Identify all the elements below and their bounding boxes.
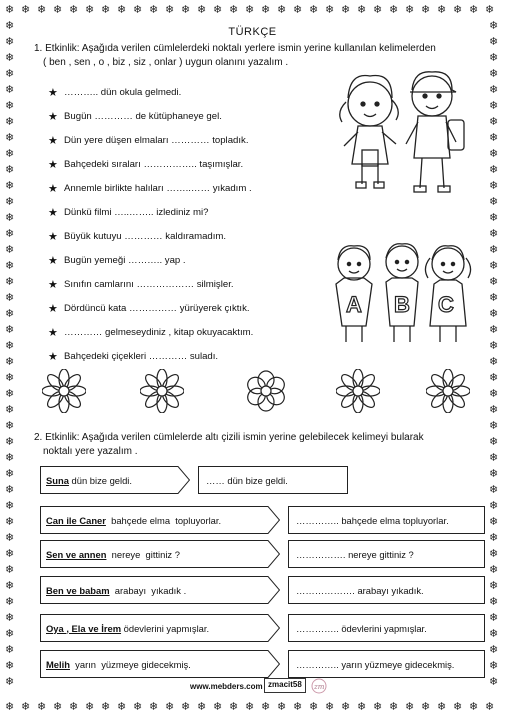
snowflake-icon: ❄ [5, 164, 15, 176]
snowflake-icon: ❄ [213, 4, 223, 16]
star-icon: ★ [48, 135, 58, 147]
sentence-arrow-box [40, 540, 280, 568]
snowflake-icon: ❄ [489, 628, 499, 640]
activity2-line2: noktalı yere yazalım . [43, 446, 138, 457]
sentence-item [48, 302, 250, 315]
snowflake-icon: ❄ [5, 516, 15, 528]
snowflake-icon: ❄ [165, 701, 175, 713]
snowflake-icon: ❄ [21, 4, 31, 16]
sentence-item [48, 158, 243, 171]
sentence-item [48, 278, 234, 291]
star-icon: ★ [48, 207, 58, 219]
sentence-arrow-box [40, 466, 190, 494]
snowflake-icon: ❄ [277, 4, 287, 16]
snowflake-icon: ❄ [117, 701, 127, 713]
answer-text: …… dün bize geldi. [206, 474, 288, 486]
svg-text:B: B [394, 292, 410, 317]
snowflake-icon: ❄ [261, 701, 271, 713]
snowflake-icon: ❄ [5, 4, 15, 16]
snowflake-icon: ❄ [489, 212, 499, 224]
sentence-rest: nereye gittiniz ? [106, 548, 180, 560]
exercise-row [40, 576, 485, 604]
sentence-text: ……….. dün okula gelmedi. [64, 87, 182, 98]
snowflake-icon: ❄ [489, 228, 499, 240]
snowflake-icon: ❄ [5, 324, 15, 336]
snowflake-icon: ❄ [5, 212, 15, 224]
snowflake-icon: ❄ [5, 532, 15, 544]
snowflake-icon: ❄ [5, 244, 15, 256]
snowflake-icon: ❄ [5, 180, 15, 192]
snowflake-icon: ❄ [5, 388, 15, 400]
snowflake-icon: ❄ [149, 701, 159, 713]
svg-text:zm: zm [314, 683, 325, 691]
star-icon: ★ [48, 183, 58, 195]
underlined-name: Sen ve annen [46, 548, 107, 560]
snowflake-icon: ❄ [389, 701, 399, 713]
snowflake-icon: ❄ [5, 20, 15, 32]
sentence-rest: ödevlerini yapmışlar. [121, 622, 210, 634]
snowflake-icon: ❄ [469, 701, 479, 713]
sentence-item [48, 230, 226, 243]
snowflake-icon: ❄ [421, 4, 431, 16]
children-abc-illustration [326, 238, 476, 348]
snowflake-icon: ❄ [5, 644, 15, 656]
activity2-instruction [34, 431, 484, 459]
snowflake-icon: ❄ [489, 116, 499, 128]
snowflake-icon: ❄ [357, 4, 367, 16]
footer-site: www.mebders.com [190, 682, 263, 691]
answer-text: ………….. ödevlerini yapmışlar. [296, 622, 427, 634]
snowflake-icon: ❄ [489, 436, 499, 448]
given-sentence [46, 650, 191, 678]
star-icon: ★ [48, 351, 58, 363]
sentence-item [48, 182, 252, 195]
snowflake-icon: ❄ [489, 180, 499, 192]
logo-icon [310, 678, 328, 694]
snowflake-icon: ❄ [5, 701, 15, 713]
snowflake-icon: ❄ [309, 701, 319, 713]
snowflake-icon: ❄ [197, 701, 207, 713]
star-icon: ★ [48, 111, 58, 123]
snowflake-icon: ❄ [165, 4, 175, 16]
snowflake-icon: ❄ [21, 701, 31, 713]
answer-text: ………….. yarın yüzmeye gidecekmiş. [296, 658, 455, 670]
snowflake-icon: ❄ [181, 4, 191, 16]
snowflake-icon: ❄ [69, 4, 79, 16]
exercise-row [40, 506, 485, 534]
snowflake-icon: ❄ [5, 372, 15, 384]
snowflake-icon: ❄ [245, 701, 255, 713]
flower-icon [244, 369, 288, 413]
sentence-arrow-box [40, 650, 280, 678]
snowflake-icon: ❄ [5, 84, 15, 96]
answer-box[interactable] [288, 506, 485, 534]
sentence-rest: yarın yüzmeye gidecekmiş. [69, 658, 191, 670]
sentence-text: Dün yere düşen elmaları ………… topladık. [64, 135, 249, 146]
snowflake-icon: ❄ [5, 292, 15, 304]
answer-box[interactable] [198, 466, 348, 494]
sentence-text: Büyük kutuyu ………… kaldıramadım. [64, 231, 227, 242]
snowflake-icon: ❄ [489, 500, 499, 512]
snowflake-icon: ❄ [357, 701, 367, 713]
snowflake-icon: ❄ [5, 52, 15, 64]
snowflake-icon: ❄ [421, 701, 431, 713]
underlined-name: Can ile Caner [46, 514, 106, 526]
snowflake-icon: ❄ [5, 660, 15, 672]
snowflake-icon: ❄ [489, 372, 499, 384]
activity1-line2: ( ben , sen , o , biz , siz , onlar ) uygun olanını yazalım . [43, 57, 289, 68]
snowflake-icon: ❄ [5, 356, 15, 368]
snowflake-icon: ❄ [101, 4, 111, 16]
snowflake-icon: ❄ [5, 36, 15, 48]
snowflake-icon: ❄ [133, 4, 143, 16]
sentence-text: Sınıfın camlarını ……………… silmişler. [64, 279, 234, 290]
snowflake-icon: ❄ [133, 701, 143, 713]
snowflake-icon: ❄ [213, 701, 223, 713]
snowflake-icon: ❄ [5, 484, 15, 496]
sentence-arrow-box [40, 614, 280, 642]
snowflake-icon: ❄ [469, 4, 479, 16]
snowflake-icon: ❄ [489, 260, 499, 272]
snowflake-icon: ❄ [53, 701, 63, 713]
sentence-item [48, 206, 208, 219]
snowflake-icon: ❄ [149, 4, 159, 16]
snowflake-icon: ❄ [53, 4, 63, 16]
star-icon: ★ [48, 159, 58, 171]
sentence-text: Dördüncü kata …………… yürüyerek çıktık. [64, 303, 250, 314]
snowflake-icon: ❄ [181, 701, 191, 713]
snowflake-icon: ❄ [489, 532, 499, 544]
snowflake-icon: ❄ [5, 340, 15, 352]
snowflake-icon: ❄ [489, 148, 499, 160]
snowflake-icon: ❄ [489, 292, 499, 304]
snowflake-icon: ❄ [489, 596, 499, 608]
sentence-text: Dünkü filmi …..…….. izlediniz mi? [64, 207, 209, 218]
snowflake-icon: ❄ [489, 356, 499, 368]
snowflake-icon: ❄ [489, 84, 499, 96]
star-icon: ★ [48, 279, 58, 291]
flower-icon [42, 369, 86, 413]
answer-text: ………….. bahçede elma topluyorlar. [296, 514, 449, 526]
sentence-text: ………… gelmeseydiniz , kitap okuyacaktım. [64, 327, 254, 338]
snowflake-icon: ❄ [117, 4, 127, 16]
sentence-item [48, 326, 253, 339]
activity1-line1: 1. Etkinlik: Aşağıda verilen cümlelerdeki noktalı yerlere ismin yerine kullanılan kelimelerden [34, 43, 436, 54]
sentence-text: Bugün ………… de kütüphaneye gel. [64, 111, 222, 122]
svg-text:A: A [346, 292, 362, 317]
page-title: TÜRKÇE [228, 26, 277, 38]
snowflake-icon: ❄ [5, 308, 15, 320]
snowflake-icon: ❄ [5, 612, 15, 624]
underlined-name: Oya , Ela ve İrem [46, 622, 122, 634]
snowflake-icon: ❄ [489, 404, 499, 416]
snowflake-icon: ❄ [489, 452, 499, 464]
snowflake-icon: ❄ [69, 701, 79, 713]
snowflake-icon: ❄ [489, 612, 499, 624]
snowflake-icon: ❄ [277, 701, 287, 713]
snowflake-icon: ❄ [489, 484, 499, 496]
snowflake-icon: ❄ [485, 4, 495, 16]
snowflake-icon: ❄ [85, 701, 95, 713]
snowflake-icon: ❄ [5, 468, 15, 480]
snowflake-icon: ❄ [5, 500, 15, 512]
snowflake-icon: ❄ [261, 4, 271, 16]
answer-box[interactable] [288, 576, 485, 604]
snowflake-icon: ❄ [5, 580, 15, 592]
snowflake-icon: ❄ [489, 564, 499, 576]
snowflake-icon: ❄ [489, 324, 499, 336]
snowflake-icon: ❄ [325, 701, 335, 713]
flower-icon [140, 369, 184, 413]
snowflake-icon: ❄ [5, 260, 15, 272]
snowflake-icon: ❄ [405, 4, 415, 16]
snowflake-icon: ❄ [489, 420, 499, 432]
snowflake-icon: ❄ [489, 68, 499, 80]
flower-icon [336, 369, 380, 413]
snowflake-icon: ❄ [293, 4, 303, 16]
sentence-rest: arabayı yıkadık . [109, 584, 187, 596]
star-icon: ★ [48, 87, 58, 99]
given-sentence [46, 614, 209, 642]
snowflake-icon: ❄ [101, 701, 111, 713]
snowflake-icon: ❄ [293, 701, 303, 713]
sentence-item [48, 110, 222, 123]
underlined-name: Suna [46, 474, 69, 486]
snowflake-icon: ❄ [229, 4, 239, 16]
star-icon: ★ [48, 303, 58, 315]
snowflake-icon: ❄ [5, 436, 15, 448]
snowflake-icon: ❄ [489, 340, 499, 352]
answer-box[interactable] [288, 650, 485, 678]
given-sentence [46, 466, 132, 494]
snowflake-icon: ❄ [489, 100, 499, 112]
snowflake-icon: ❄ [309, 4, 319, 16]
snowflake-icon: ❄ [437, 4, 447, 16]
underlined-name: Melih [46, 658, 70, 670]
underlined-name: Ben ve babam [46, 584, 110, 596]
snowflake-icon: ❄ [341, 4, 351, 16]
snowflake-icon: ❄ [5, 116, 15, 128]
snowflake-icon: ❄ [37, 4, 47, 16]
snowflake-icon: ❄ [489, 676, 499, 688]
sentence-item [48, 254, 186, 267]
answer-box[interactable] [288, 614, 485, 642]
exercise-row [40, 650, 485, 678]
footer-badge: zmacit58 [264, 678, 306, 693]
snowflake-icon: ❄ [245, 4, 255, 16]
snowflake-icon: ❄ [373, 701, 383, 713]
given-sentence [46, 540, 180, 568]
snowflake-icon: ❄ [489, 468, 499, 480]
given-sentence [46, 506, 221, 534]
snowflake-icon: ❄ [5, 196, 15, 208]
snowflake-icon: ❄ [5, 548, 15, 560]
snowflake-icon: ❄ [489, 548, 499, 560]
snowflake-icon: ❄ [453, 4, 463, 16]
snowflake-icon: ❄ [489, 132, 499, 144]
snowflake-icon: ❄ [489, 644, 499, 656]
snowflake-icon: ❄ [489, 660, 499, 672]
snowflake-icon: ❄ [229, 701, 239, 713]
snowflake-icon: ❄ [5, 148, 15, 160]
snowflake-icon: ❄ [489, 244, 499, 256]
snowflake-icon: ❄ [5, 452, 15, 464]
snowflake-icon: ❄ [5, 276, 15, 288]
star-icon: ★ [48, 327, 58, 339]
sentence-rest: bahçede elma topluyorlar. [105, 514, 222, 526]
sentence-rest: dün bize geldi. [68, 474, 132, 486]
snowflake-icon: ❄ [341, 701, 351, 713]
snowflake-icon: ❄ [325, 4, 335, 16]
sentence-item [48, 134, 249, 147]
answer-text: ……………. nereye gittiniz ? [296, 548, 414, 560]
sentence-text: Bahçedeki çiçekleri ………… suladı. [64, 351, 219, 362]
snowflake-icon: ❄ [5, 404, 15, 416]
answer-text: ………………. arabayı yıkadık. [296, 584, 424, 596]
snowflake-icon: ❄ [489, 308, 499, 320]
snowflake-icon: ❄ [489, 36, 499, 48]
sentence-arrow-box [40, 506, 280, 534]
snowflake-icon: ❄ [489, 52, 499, 64]
sentence-item [48, 86, 181, 99]
snowflake-icon: ❄ [489, 580, 499, 592]
snowflake-icon: ❄ [389, 4, 399, 16]
snowflake-icon: ❄ [5, 628, 15, 640]
snowflake-icon: ❄ [489, 276, 499, 288]
star-icon: ★ [48, 231, 58, 243]
star-icon: ★ [48, 255, 58, 267]
snowflake-icon: ❄ [437, 701, 447, 713]
snowflake-icon: ❄ [489, 516, 499, 528]
snowflake-icon: ❄ [5, 68, 15, 80]
svg-text:C: C [438, 292, 454, 317]
given-sentence [46, 576, 186, 604]
snowflake-icon: ❄ [453, 701, 463, 713]
snowflake-icon: ❄ [197, 4, 207, 16]
children-illustration-top [330, 62, 480, 202]
snowflake-icon: ❄ [485, 701, 495, 713]
snowflake-icon: ❄ [489, 164, 499, 176]
snowflake-icon: ❄ [5, 676, 15, 688]
snowflake-icon: ❄ [5, 564, 15, 576]
snowflake-icon: ❄ [489, 20, 499, 32]
snowflake-icon: ❄ [489, 196, 499, 208]
snowflake-icon: ❄ [489, 388, 499, 400]
exercise-row [40, 614, 485, 642]
snowflake-icon: ❄ [405, 701, 415, 713]
snowflake-icon: ❄ [5, 420, 15, 432]
activity2-line1: 2. Etkinlik: Aşağıda verilen cümlelerde altı çizili ismin yerine gelebilecek kelimeyi bularak [34, 432, 424, 443]
sentence-item [48, 350, 218, 363]
snowflake-icon: ❄ [5, 228, 15, 240]
snowflake-icon: ❄ [373, 4, 383, 16]
snowflake-icon: ❄ [5, 132, 15, 144]
sentence-text: Bugün yemeği ……….. yap . [64, 255, 186, 266]
answer-box[interactable] [288, 540, 485, 568]
snowflake-icon: ❄ [85, 4, 95, 16]
flower-icon [426, 369, 470, 413]
sentence-text: Bahçedeki sıraları …………….. taşımışlar. [64, 159, 244, 170]
sentence-arrow-box [40, 576, 280, 604]
exercise-row [40, 466, 485, 494]
exercise-row [40, 540, 485, 568]
snowflake-icon: ❄ [37, 701, 47, 713]
sentence-text: Annemle birlikte halıları ……..…… yıkadım . [64, 183, 252, 194]
snowflake-icon: ❄ [5, 100, 15, 112]
snowflake-icon: ❄ [5, 596, 15, 608]
